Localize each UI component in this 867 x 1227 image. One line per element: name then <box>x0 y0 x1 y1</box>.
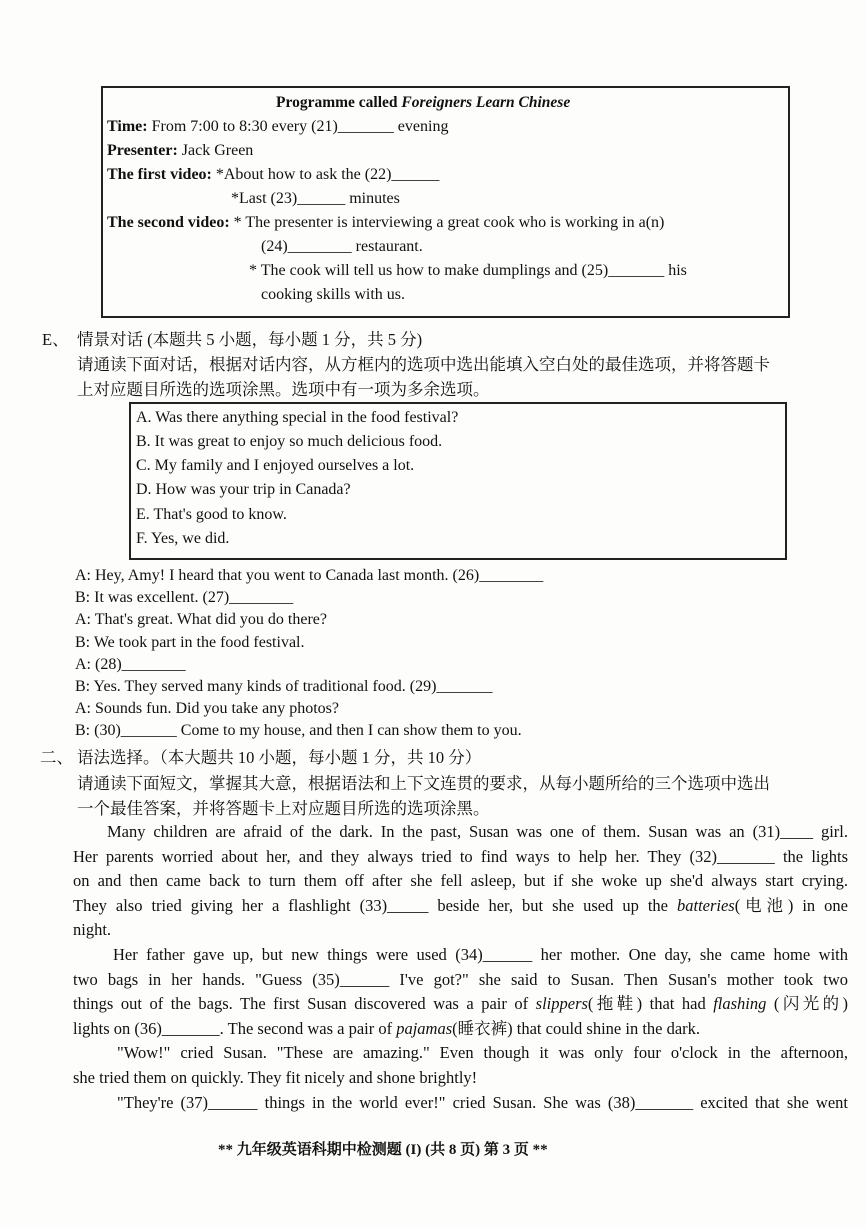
dialogue-line-6: B: Yes. They served many kinds of traditional food. (29)_______ <box>75 678 493 695</box>
section-e-heading: 情景对话 (本题共 5 小题，每小题 1 分，共 5 分) <box>77 330 423 349</box>
section-e-marker: E、 <box>42 330 69 349</box>
dialogue-line-7: A: Sounds fun. Did you take any photos? <box>75 700 339 717</box>
dialogue-line-5: A: (28)________ <box>75 656 186 673</box>
section-2-heading: 语法选择。（本大题共 10 小题，每小题 1 分，共 10 分） <box>77 748 482 767</box>
time-line: Time: From 7:00 to 8:30 every (21)_______ evening <box>107 118 449 135</box>
dialogue-line-3: A: That's great. What did you do there? <box>75 611 327 628</box>
passage-line: "Wow!" cried Susan. "These are amazing." Even though it was only four o'clock in the afternoon, <box>117 1043 848 1063</box>
second-video-line-2: (24)________ restaurant. <box>261 238 423 255</box>
section-2-instruction-1: 请通读下面短文，掌握其大意，根据语法和上下文连贯的要求，从每小题所给的三个选项中选出 <box>77 774 770 793</box>
section-e-instruction-2: 上对应题目所选的选项涂黑。选项中有一项为多余选项。 <box>77 380 490 399</box>
presenter-line: Presenter: Jack Green <box>107 142 254 159</box>
passage-line: They also tried giving her a flashlight (33)_____ beside her, but she used up the batteries(电池) in one <box>73 895 848 915</box>
first-video-line-2: *Last (23)______ minutes <box>231 190 400 207</box>
passage-line: things out of the bags. The first Susan discovered was a pair of slippers(拖鞋) that had flashing (闪光的) <box>73 994 848 1014</box>
second-video-line-4: cooking skills with us. <box>261 286 406 303</box>
option-a: A. Was there anything special in the food festival? <box>136 409 459 426</box>
dialogue-line-4: B: We took part in the food festival. <box>75 634 305 651</box>
section-e-instruction-1: 请通读下面对话，根据对话内容，从方框内的选项中选出能填入空白处的最佳选项，并将答题卡 <box>77 355 770 374</box>
dialogue-line-1: A: Hey, Amy! I heard that you went to Canada last month. (26)________ <box>75 567 544 584</box>
option-f: F. Yes, we did. <box>136 530 230 547</box>
passage-line: "They're (37)______ things in the world ever!" cried Susan. She was (38)_______ excited that she went <box>117 1092 848 1112</box>
programme-title: Programme called Foreigners Learn Chinese <box>276 94 571 111</box>
section-2-instruction-2: 一个最佳答案，并将答题卡上对应题目所选的选项涂黑。 <box>77 799 490 818</box>
option-b: B. It was great to enjoy so much delicious food. <box>136 433 443 450</box>
passage-line: two bags in her hands. "Guess (35)______ I've got?" she said to Susan. Then Susan's mother took two <box>73 969 848 989</box>
section-2-marker: 二、 <box>40 748 73 767</box>
dialogue-line-2: B: It was excellent. (27)________ <box>75 589 294 606</box>
option-c: C. My family and I enjoyed ourselves a lot. <box>136 457 415 474</box>
first-video-line: The first video: *About how to ask the (22)______ <box>107 166 440 183</box>
passage-line: Her father gave up, but new things were used (34)______ her mother. One day, she came home with <box>113 944 848 964</box>
passage-line: Her parents worried about her, and they always tried to find ways to help her. They (32)_______ the lights <box>73 846 848 866</box>
page-footer: ** 九年级英语科期中检测题 (I) (共 8 页) 第 3 页 ** <box>218 1142 548 1158</box>
passage-line: night. <box>73 920 112 940</box>
option-d: D. How was your trip in Canada? <box>136 481 351 498</box>
second-video-line-3: * The cook will tell us how to make dumplings and (25)_______ his <box>249 262 687 279</box>
dialogue-line-8: B: (30)_______ Come to my house, and then I can show them to you. <box>75 722 522 739</box>
passage-line: on and then came back to turn them off after she fell asleep, but if she woke up she'd always start crying. <box>73 871 848 891</box>
second-video-line: The second video: * The presenter is interviewing a great cook who is working in a(n) <box>107 214 665 231</box>
passage-line: she tried them on quickly. They fit nicely and shone brightly! <box>73 1067 478 1087</box>
passage-line: lights on (36)_______. The second was a pair of pajamas(睡衣裤) that could shine in the dark. <box>73 1018 701 1038</box>
option-e: E. That's good to know. <box>136 506 287 523</box>
passage-line: Many children are afraid of the dark. In the past, Susan was one of them. Susan was an (31)____ girl. <box>107 822 848 841</box>
passage <box>73 820 848 1115</box>
